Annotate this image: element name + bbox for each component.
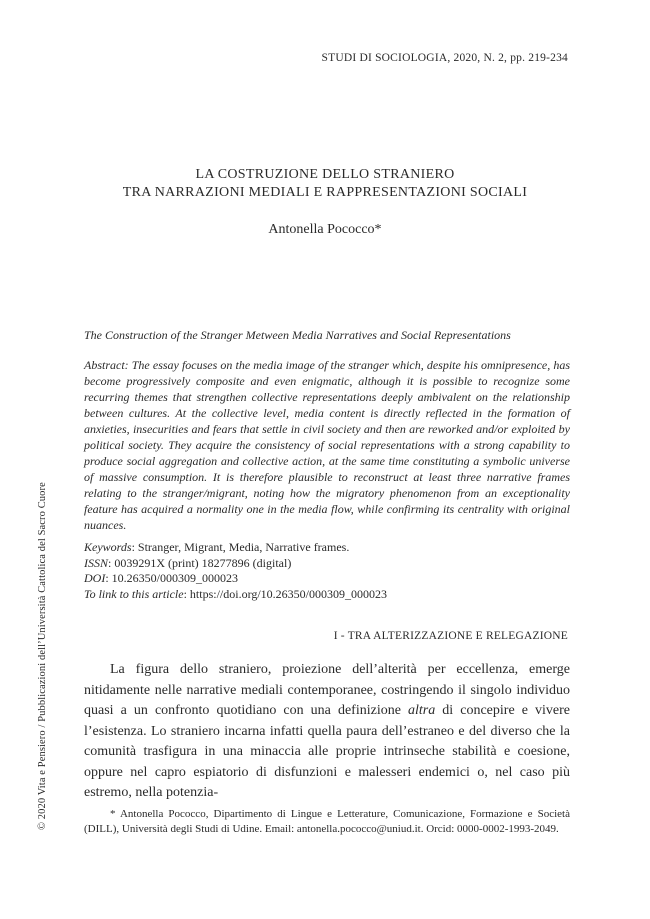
emphasis-word: altra [408, 703, 436, 718]
doi-value: : 10.26350/000309_000023 [105, 571, 238, 585]
section-heading: I - TRA ALTERIZZAZIONE E RELEGAZIONE [333, 630, 568, 642]
article-metadata [84, 540, 570, 602]
body-text [84, 660, 570, 804]
keywords-line [84, 540, 570, 556]
author-name: Antonella Pococco* [268, 222, 382, 237]
title-line-2: TRA NARRAZIONI MEDIALI E RAPPRESENTAZIONI SOCIALI [122, 185, 528, 200]
issn-value: : 0039291X (print) 18277896 (digital) [108, 555, 292, 570]
issn-label: ISSN [84, 555, 108, 570]
article-link[interactable]: : https://doi.org/10.26350/000309_000023 [183, 586, 388, 601]
abstract: Abstract: The essay focuses on the media image of the stranger which, despite his omnipresence, has become progressively composite and even enigmatic, although it is possible to recognize some recurring themes that strengthen collective representations deeply ambivalent on the relationship between cultures. At the collective level, media content is directly reflected in the formation of anxieties, insecurities and fears that settle in civil society and then are reworked and/or exploited by political society. They acquire the consistency of social representations with a strong capability to produce social aggregation and collective action, at the same time constituting a symbolic universe of massive consumption. It is therefore plausible to reconstruct at least three narrative frames relating to the stranger/migrant, noting how the migratory phenomenon from an exceptionality feature has acquired a normality one in the media flow, while confirming its centrality with original nuances. [84, 358, 570, 532]
journal-header: STUDI DI SOCIOLOGIA, 2020, N. 2, pp. 219-234 [321, 52, 568, 64]
copyright-sidebar: © 2020 Vita e Pensiero / Pubblicazioni dell’Università Cattolica del Sacro Cuore [37, 482, 48, 830]
doi-line [84, 571, 570, 587]
title-line-1: LA COSTRUZIONE DELLO STRANIERO [195, 167, 455, 182]
keywords-label: Keywords [84, 540, 132, 554]
link-line [84, 587, 570, 603]
footnote-text: * Antonella Pococco, Dipartimento di Lingue e Letterature, Comunicazione, Formazione e Società (DILL), Università degli Studi di Udine. Email: antonella.pococco@uniud.it. Orcid: 0000-0002-1993-2049. [84, 808, 570, 835]
link-label: To link to this article [84, 586, 184, 601]
english-title: The Construction of the Stranger Metween Media Narratives and Social Representations [84, 328, 511, 342]
footnote [84, 807, 570, 836]
article-title [80, 166, 570, 202]
body-paragraph: La figura dello straniero, proiezione dell’alterità per eccellenza, emerge nitidamente nelle narrative mediali contemporanee, costringendo il singolo individuo quasi a un confronto quotidiano con una definizione altra di concepire e vivere l’esistenza. Lo straniero incarna infatti quella paura dell’estraneo e del diverso che la comunità trasfigura in una minaccia alle proprie intrinseche stabilità e coesione, oppure nel capro espiatorio di disfunzioni e malesseri endemici o, nel caso più estremo, nella potenzia- [84, 662, 570, 800]
keywords-value: : Stranger, Migrant, Media, Narrative frames. [131, 540, 350, 554]
issn-line [84, 556, 570, 572]
doi-label: DOI [84, 571, 106, 585]
